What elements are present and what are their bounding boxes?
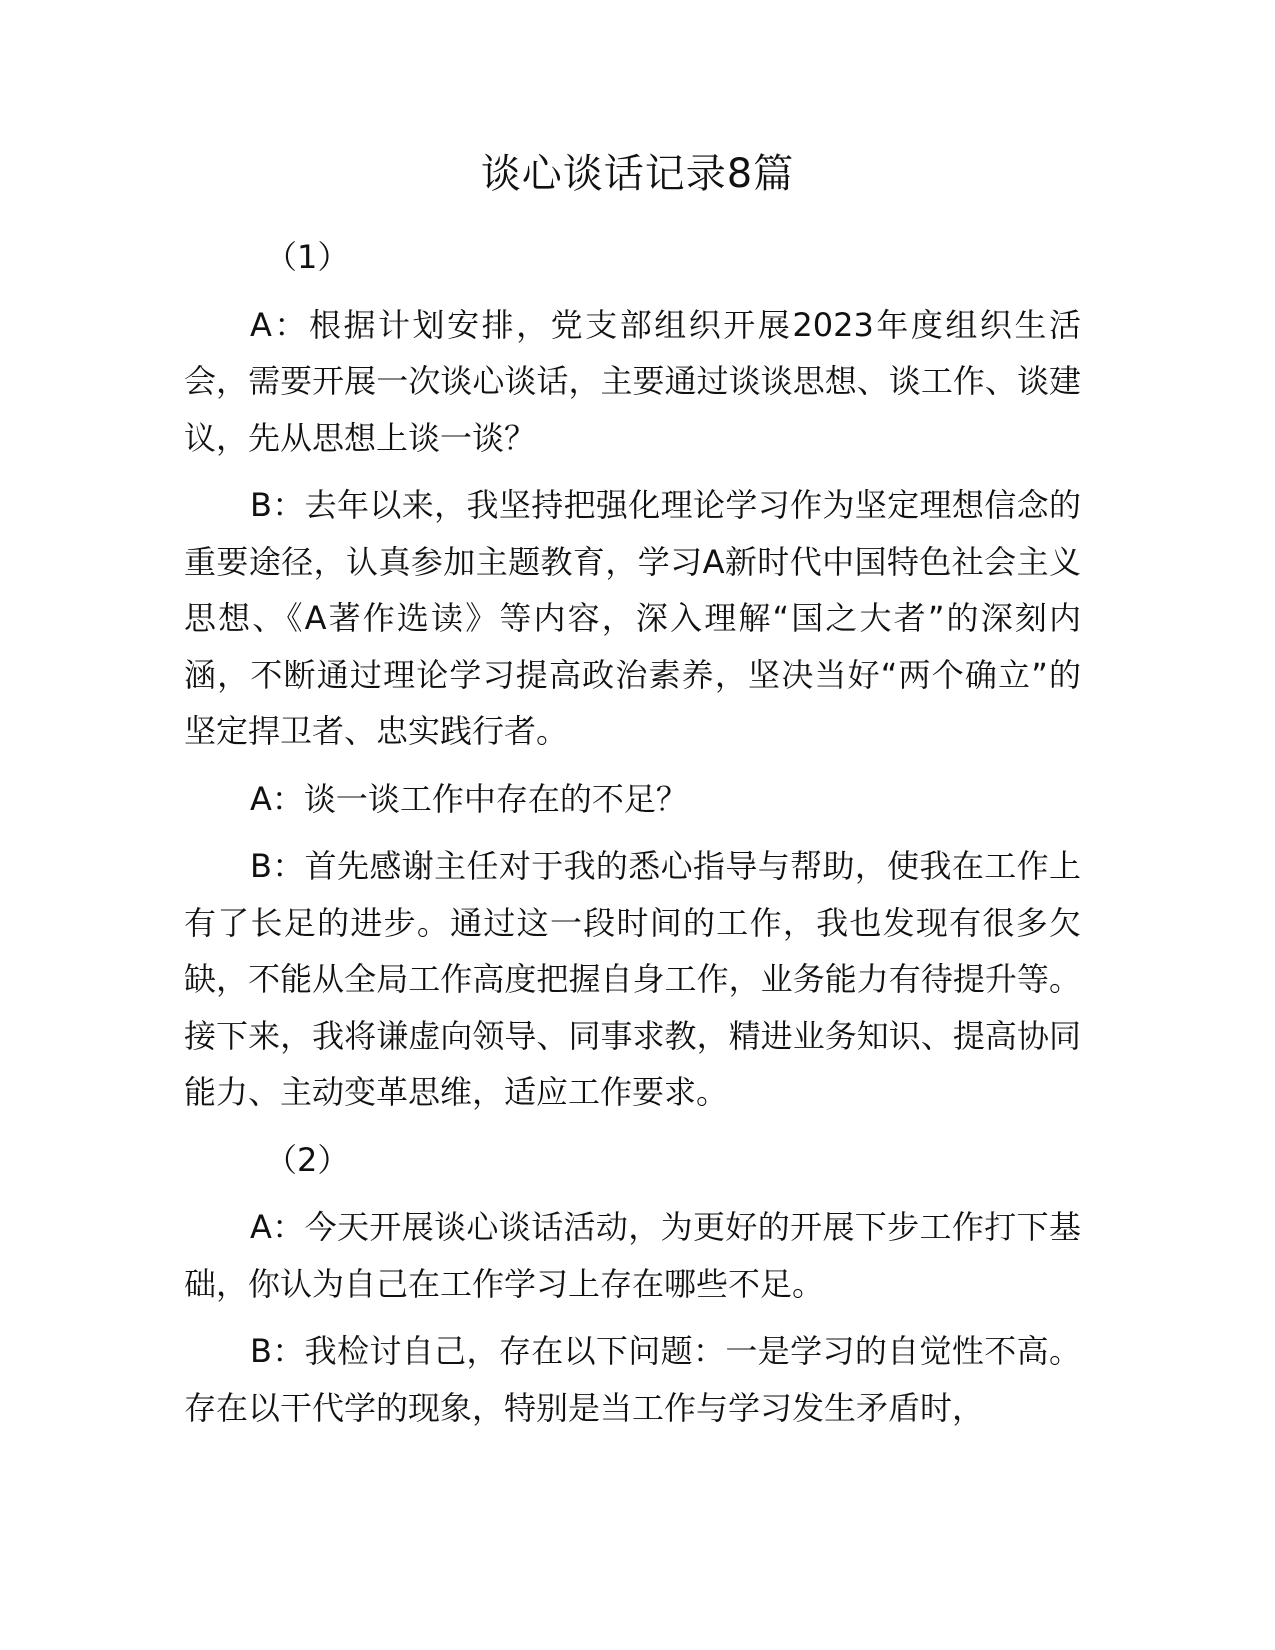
section-heading-2: （2）	[265, 1140, 350, 1179]
dialogue-paragraph-a-3: A：今天开展谈心谈话活动，为更好的开展下步工作打下基础，你认为自己在工作学习上存在哪些不足。	[184, 1208, 1081, 1303]
document-title: 谈心谈话记录8篇	[480, 151, 795, 197]
dialogue-paragraph-a-1: A：根据计划安排，党支部组织开展2023年度组织生活会，需要开展一次谈心谈话，主要通过谈谈思想、谈工作、谈建议，先从思想上谈一谈？	[184, 305, 1081, 457]
dialogue-paragraph-b-1: B：去年以来，我坚持把强化理论学习作为坚定理想信念的重要途径，认真参加主题教育，学习A新时代中国特色社会主义思想、《A著作选读》等内容，深入理解“国之大者”的深刻内涵，不断通过理论学习提高政治素养，坚决当好“两个确立”的坚定捍卫者、忠实践行者。	[184, 486, 1081, 750]
section-heading-1: （1）	[265, 238, 350, 276]
dialogue-paragraph-b-2: B：首先感谢主任对于我的悉心指导与帮助，使我在工作上有了长足的进步。通过这一段时间的工作，我也发现有很多欠缺，不能从全局工作高度把握自身工作，业务能力有待提升等。接下来，我将谦虚向领导、同事求教，精进业务知识、提高协同能力、主动变革思维，适应工作要求。	[184, 847, 1081, 1111]
document-body	[184, 229, 1081, 1447]
dialogue-paragraph-b-3: B：我检讨自己，存在以下问题：一是学习的自觉性不高。存在以干代学的现象，特别是当工作与学习发生矛盾时，	[184, 1332, 1081, 1427]
dialogue-paragraph-a-2: A：谈一谈工作中存在的不足？	[250, 779, 688, 818]
